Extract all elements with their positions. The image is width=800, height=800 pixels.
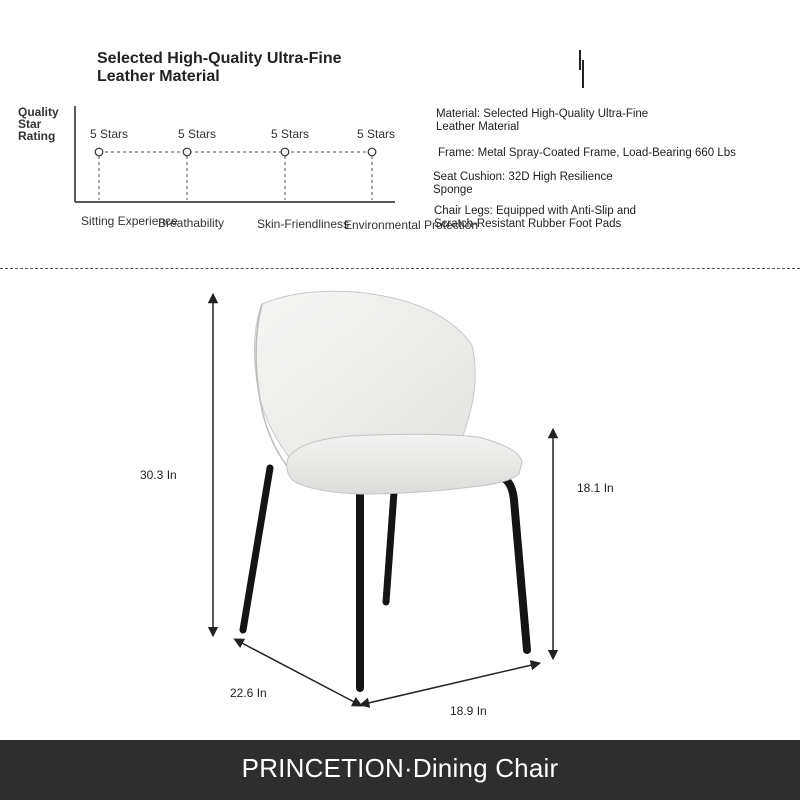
spec-material-line-1: Material: Selected High-Quality Ultra-Fine <box>436 108 649 120</box>
leg-back-left <box>243 468 270 630</box>
chair-legs <box>243 468 527 688</box>
product-title: PRINCETION·Dining Chair <box>241 753 559 783</box>
spec-material-line-2: Leather Material <box>436 121 520 133</box>
rating-criterion-label: Breathability <box>158 216 225 230</box>
spec-legs-line-2: Scratch-Resistant Rubber Foot Pads <box>434 218 622 230</box>
headline-line-1: Selected High-Quality Ultra-Fine <box>97 50 342 67</box>
dim-seat-height: 18.1 In <box>577 481 614 495</box>
leg-back-right <box>386 492 394 602</box>
axis-title-line-2: Star <box>18 117 42 131</box>
width-arrow <box>364 664 536 704</box>
rating-criterion-label: Skin-Friendliness <box>257 217 350 231</box>
rating-value-label: 5 Stars <box>178 127 217 141</box>
spec-legs-line-1: Chair Legs: Equipped with Anti-Slip and <box>434 205 637 217</box>
axis-title-line-1: Quality <box>18 105 59 119</box>
rating-criterion-label: Sitting Experience <box>81 214 178 228</box>
axis-title-line-3: Rating <box>18 129 56 143</box>
rating-value-label: 5 Stars <box>271 127 310 141</box>
dim-depth: 22.6 In <box>230 686 267 700</box>
dim-width: 18.9 In <box>450 704 487 718</box>
chair-seat <box>287 434 522 494</box>
headline-line-2: Leather Material <box>97 68 220 85</box>
dim-total-height: 30.3 In <box>140 468 177 482</box>
rating-criterion-label: Environmental Protection <box>344 218 479 232</box>
rating-value-label: 5 Stars <box>357 127 396 141</box>
spec-frame-line-1: Frame: Metal Spray-Coated Frame, Load-Bearing 660 Lbs <box>438 147 736 159</box>
spec-cushion-line-2: Sponge <box>433 184 473 196</box>
rating-value-label: 5 Stars <box>90 127 129 141</box>
spec-cushion-line-1: Seat Cushion: 32D High Resilience <box>433 171 613 183</box>
footer-bar <box>0 740 800 800</box>
leg-front-right <box>503 478 527 650</box>
